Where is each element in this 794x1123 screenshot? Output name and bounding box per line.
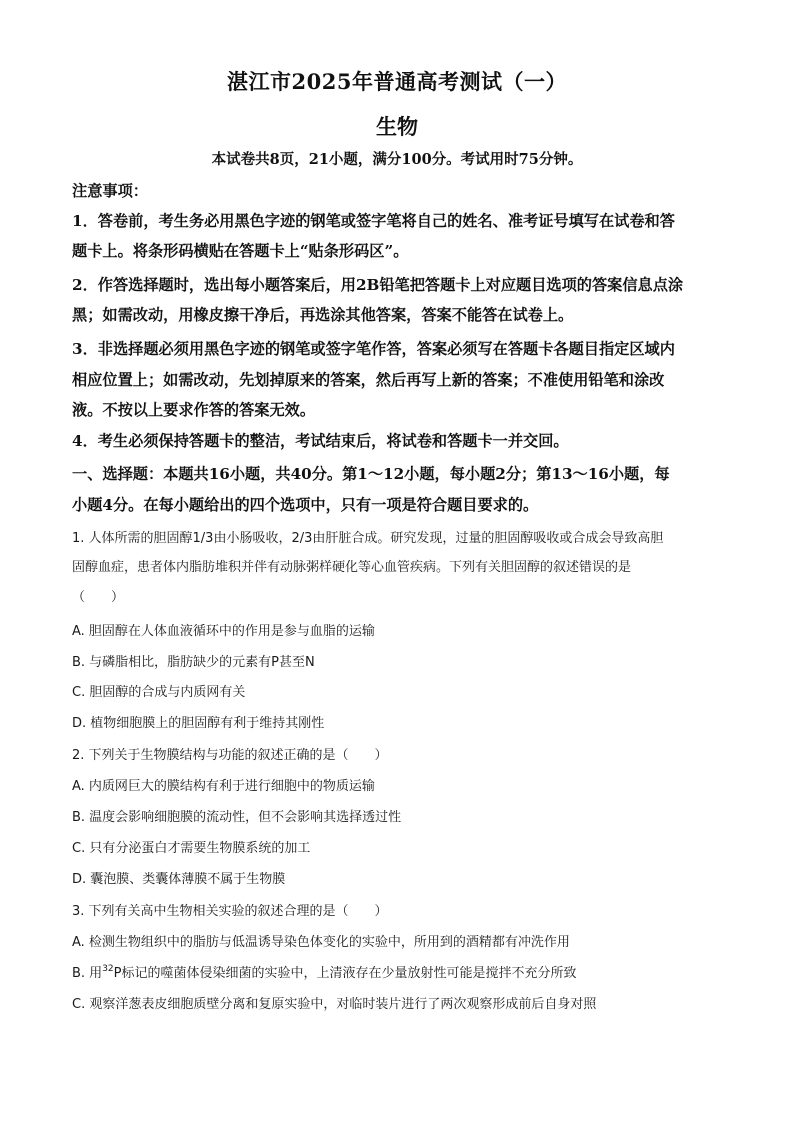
option-b-suffix: P标记的噬菌体侵染细菌的实验中，上清液存在少量放射性可能是搅拌不充分所致 <box>113 966 577 981</box>
question-1-option-a: A. 胆固醇在人体血液循环中的作用是参与血脂的运输 <box>72 624 375 639</box>
question-3-stem: 3. 下列有关高中生物相关实验的叙述合理的是（ ） <box>72 904 388 919</box>
question-3-option-b <box>72 962 724 981</box>
question-2-option-c: C. 只有分泌蛋白才需要生物膜系统的加工 <box>72 841 311 856</box>
subject-title: 生物 <box>376 114 418 139</box>
exam-title: 湛江市2025年普通高考测试（一） <box>227 69 567 94</box>
notice-line: 黑；如需改动，用橡皮擦干净后，再选涂其他答案，答案不能答在试卷上。 <box>72 306 574 324</box>
notice-line: 1．答卷前，考生务必用黑色字迹的钢笔或签字笔将自己的姓名、准考证号填写在试卷和答 <box>72 212 675 230</box>
question-3-option-c: C. 观察洋葱表皮细胞质壁分离和复原实验中，对临时装片进行了两次观察形成前后自身对照 <box>72 997 597 1012</box>
section-heading: 小题4分。在每小题给出的四个选项中，只有一项是符合题目要求的。 <box>72 496 539 514</box>
exam-summary: 本试卷共8页，21小题，满分100分。考试用时75分钟。 <box>211 151 583 168</box>
notice-line: 3．非选择题必须用黑色字迹的钢笔或签字笔作答，答案必须写在答题卡各题目指定区域内 <box>72 340 675 358</box>
question-2-stem: 2. 下列关于生物膜结构与功能的叙述正确的是（ ） <box>72 748 388 763</box>
isotope-superscript: 32 <box>102 964 114 974</box>
notice-line: 相应位置上；如需改动，先划掉原来的答案，然后再写上新的答案；不准使用铅笔和涂改 <box>72 371 665 389</box>
notice-heading: 注意事项： <box>72 182 148 200</box>
question-1-blank: （ ） <box>72 590 125 605</box>
notice-line: 液。不按以上要求作答的答案无效。 <box>72 401 315 419</box>
question-2-option-b: B. 温度会影响细胞膜的流动性，但不会影响其选择透过性 <box>72 810 402 825</box>
option-b-prefix: B. 用 <box>72 966 103 981</box>
question-2-option-a: A. 内质网巨大的膜结构有利于进行细胞中的物质运输 <box>72 779 375 794</box>
notice-line: 2．作答选择题时，选出每小题答案后，用2B铅笔把答题卡上对应题目选项的答案信息点涂 <box>72 276 684 294</box>
question-1-option-b: B. 与磷脂相比，脂肪缺少的元素有P甚至N <box>72 655 315 670</box>
question-1-option-d: D. 植物细胞膜上的胆固醇有利于维持其刚性 <box>72 716 325 731</box>
question-1-option-c: C. 胆固醇的合成与内质网有关 <box>72 685 246 700</box>
question-1-stem: 固醇血症，患者体内脂肪堆积并伴有动脉粥样硬化等心血管疾病。下列有关胆固醇的叙述错误的是 <box>72 560 632 575</box>
question-1-stem: 1. 人体所需的胆固醇1/3由小肠吸收，2/3由肝脏合成。研究发现，过量的胆固醇吸收或合成会导致高胆 <box>72 531 664 546</box>
notice-line: 题卡上。将条形码横贴在答题卡上“贴条形码区”。 <box>72 242 409 260</box>
question-2-option-d: D. 囊泡膜、类囊体薄膜不属于生物膜 <box>72 872 286 887</box>
section-heading: 一、选择题：本题共16小题，共40分。第1～12小题，每小题2分；第13～16小题，每 <box>72 465 670 483</box>
notice-line: 4．考生必须保持答题卡的整洁，考试结束后，将试卷和答题卡一并交回。 <box>72 432 569 450</box>
question-3-option-a: A. 检测生物组织中的脂肪与低温诱导染色体变化的实验中，所用到的酒精都有冲洗作用 <box>72 935 570 950</box>
